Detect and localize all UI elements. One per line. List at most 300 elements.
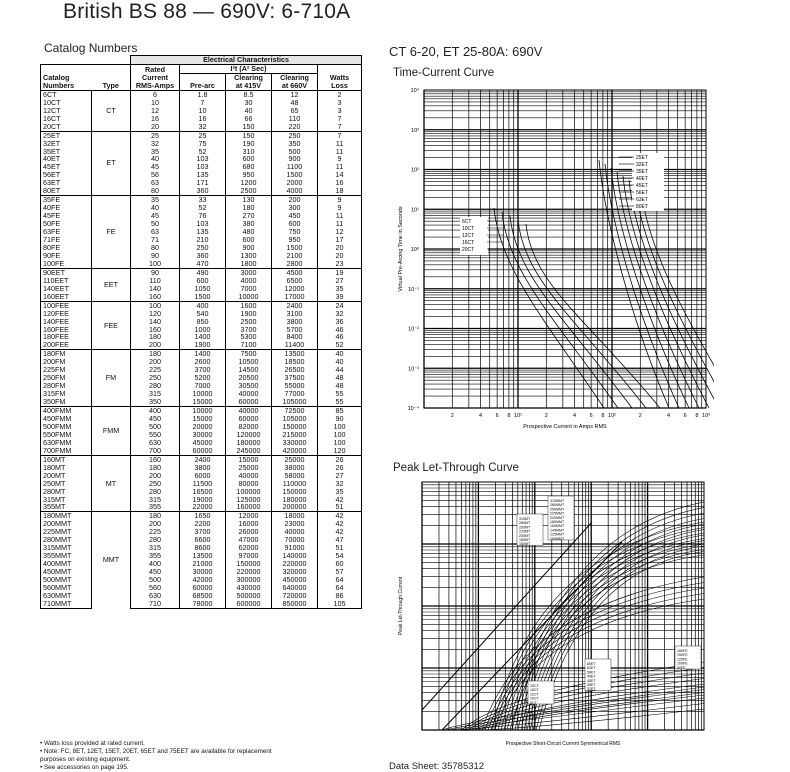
rated-current-cell: 12 bbox=[131, 107, 180, 115]
rated-current-cell: 315 bbox=[131, 544, 180, 552]
rated-current-cell: 200 bbox=[131, 472, 180, 480]
table-row bbox=[41, 123, 362, 131]
catalog-number-cell: 90FE bbox=[41, 252, 92, 260]
prearc-cell: 8600 bbox=[180, 544, 226, 552]
table-row bbox=[41, 423, 362, 431]
x-tick-label: 6 bbox=[683, 413, 687, 419]
prearc-cell: 10 bbox=[180, 107, 226, 115]
catalog-number-cell: 180FEE bbox=[41, 333, 92, 341]
clearing-660-cell: 200 bbox=[272, 196, 318, 204]
table-row bbox=[41, 472, 362, 480]
prearc-cell: 3800 bbox=[180, 464, 226, 472]
type-cell: FEE bbox=[92, 301, 131, 350]
catalog-header-1: Catalog bbox=[41, 73, 92, 81]
prearc-cell: 1400 bbox=[180, 333, 226, 341]
prearc-cell: 103 bbox=[180, 155, 226, 163]
watts-loss-cell: 39 bbox=[318, 293, 362, 301]
curve-label: 200MMT bbox=[550, 515, 565, 520]
prearc-cell: 2400 bbox=[180, 455, 226, 463]
curve-label: 32ET bbox=[636, 162, 648, 168]
clearing-415-cell: 40000 bbox=[226, 472, 272, 480]
type-cell: CT bbox=[92, 90, 131, 131]
datasheet-number: Data Sheet: 35785312 bbox=[389, 761, 485, 772]
watts-loss-cell: 11 bbox=[318, 212, 362, 220]
rated-current-cell: 280 bbox=[131, 488, 180, 496]
watts-loss-cell: 3 bbox=[318, 107, 362, 115]
type-cell: MT bbox=[92, 455, 131, 512]
table-row bbox=[41, 407, 362, 415]
time-current-chart bbox=[392, 84, 714, 434]
prearc-cell: 6600 bbox=[180, 536, 226, 544]
rated-current-cell: 180 bbox=[131, 464, 180, 472]
x-tick-label: 2 bbox=[544, 413, 548, 419]
clearing-415-cell: 1900 bbox=[226, 310, 272, 318]
prearc-cell: 103 bbox=[180, 220, 226, 228]
watts-loss-cell: 40 bbox=[318, 350, 362, 358]
curve-label: 35ET bbox=[636, 169, 648, 175]
clearing-660-cell: 4000 bbox=[272, 187, 318, 195]
clearing-415-cell: 66 bbox=[226, 115, 272, 123]
watts-loss-cell: 23 bbox=[318, 260, 362, 268]
rated-current-cell: 225 bbox=[131, 528, 180, 536]
catalog-number-cell: 550FMM bbox=[41, 431, 92, 439]
clearing-660-cell: 18500 bbox=[272, 358, 318, 366]
catalog-number-cell: 71FE bbox=[41, 236, 92, 244]
catalog-number-cell: 450FMM bbox=[41, 415, 92, 423]
watts-loss-cell: 27 bbox=[318, 472, 362, 480]
clearing-415-header-2: at 415V bbox=[226, 82, 272, 90]
clearing-660-cell: 330000 bbox=[272, 439, 318, 447]
x-tick-label: 10³ bbox=[702, 413, 710, 419]
clearing-660-cell: 2100 bbox=[272, 252, 318, 260]
catalog-number-cell: 32ET bbox=[41, 140, 92, 148]
clearing-660-cell: 3100 bbox=[272, 310, 318, 318]
table-row bbox=[41, 285, 362, 293]
catalog-number-cell: 500FMM bbox=[41, 423, 92, 431]
clearing-660-cell: 150000 bbox=[272, 423, 318, 431]
y-tick-label: 10⁻² bbox=[408, 326, 419, 333]
right-heading: CT 6-20, ET 25-80A: 690V bbox=[389, 44, 543, 59]
rated-current-cell: 110 bbox=[131, 277, 180, 285]
watts-loss-cell: 48 bbox=[318, 374, 362, 382]
clearing-415-cell: 8.5 bbox=[226, 90, 272, 98]
rated-current-cell: 400 bbox=[131, 560, 180, 568]
prearc-cell: 25 bbox=[180, 131, 226, 139]
watts-loss-cell: 7 bbox=[318, 131, 362, 139]
prearc-cell: 1.8 bbox=[180, 90, 226, 98]
rated-current-cell: 400 bbox=[131, 407, 180, 415]
clearing-660-cell: 6500 bbox=[272, 277, 318, 285]
catalog-number-cell: 80FE bbox=[41, 244, 92, 252]
catalog-table-body bbox=[41, 90, 362, 608]
prearc-cell: 78000 bbox=[180, 600, 226, 608]
watts-loss-cell: 18 bbox=[318, 187, 362, 195]
rated-current-cell: 180 bbox=[131, 350, 180, 358]
clearing-415-cell: 5300 bbox=[226, 333, 272, 341]
catalog-number-cell: 450MMT bbox=[41, 568, 92, 576]
table-row bbox=[41, 439, 362, 447]
curve-label: 12CT bbox=[530, 692, 539, 697]
clearing-415-header-1: Clearing bbox=[226, 73, 272, 81]
clearing-660-cell: 4500 bbox=[272, 268, 318, 276]
clearing-660-cell: 1500 bbox=[272, 244, 318, 252]
catalog-number-cell: 280FM bbox=[41, 382, 92, 390]
curve-label: 16CT bbox=[530, 688, 539, 693]
table-row bbox=[41, 528, 362, 536]
rated-current-cell: 450 bbox=[131, 568, 180, 576]
curve-label: 56ET bbox=[636, 190, 648, 196]
watts-loss-cell: 7 bbox=[318, 115, 362, 123]
rated-current-cell: 45 bbox=[131, 212, 180, 220]
watts-loss-cell: 47 bbox=[318, 536, 362, 544]
watts-loss-cell: 26 bbox=[318, 455, 362, 463]
catalog-number-cell: 140FEE bbox=[41, 318, 92, 326]
x-tick-label: 2 bbox=[638, 413, 642, 419]
curve-label: 10CT bbox=[462, 226, 475, 232]
watts-loss-cell: 20 bbox=[318, 252, 362, 260]
clearing-415-cell: 180000 bbox=[226, 439, 272, 447]
watts-loss-cell: 9 bbox=[318, 204, 362, 212]
table-row bbox=[41, 99, 362, 107]
watts-loss-cell: 120 bbox=[318, 447, 362, 455]
watts-loss-cell: 35 bbox=[318, 285, 362, 293]
catalog-number-cell: 140EET bbox=[41, 285, 92, 293]
table-row bbox=[41, 187, 362, 195]
curve-label: 32ET bbox=[587, 687, 596, 692]
clearing-660-cell: 320000 bbox=[272, 568, 318, 576]
watts-loss-cell: 40 bbox=[318, 358, 362, 366]
rated-current-cell: 180 bbox=[131, 512, 180, 520]
table-row bbox=[41, 374, 362, 382]
watts-loss-cell: 105 bbox=[318, 600, 362, 608]
curve-label: 80ET bbox=[587, 662, 596, 666]
clearing-415-cell: 12000 bbox=[226, 512, 272, 520]
watts-loss-cell: 32 bbox=[318, 480, 362, 488]
clearing-415-cell: 160000 bbox=[226, 503, 272, 511]
table-row bbox=[41, 277, 362, 285]
clearing-660-cell: 250 bbox=[272, 131, 318, 139]
table-row bbox=[41, 228, 362, 236]
rated-current-cell: 90 bbox=[131, 252, 180, 260]
clearing-415-cell: 270 bbox=[226, 212, 272, 220]
table-row bbox=[41, 480, 362, 488]
clearing-415-cell: 80000 bbox=[226, 480, 272, 488]
curve-label: 16CT bbox=[462, 240, 475, 246]
table-row bbox=[41, 293, 362, 301]
x-tick-label: 10¹ bbox=[514, 413, 522, 419]
y-axis-label: Virtual Pre-Arcing Time in Seconds bbox=[398, 206, 404, 292]
catalog-number-cell: 400MMT bbox=[41, 560, 92, 568]
clearing-415-cell: 150 bbox=[226, 123, 272, 131]
watts-loss-cell: 27 bbox=[318, 277, 362, 285]
table-row bbox=[41, 447, 362, 455]
prearc-cell: 30000 bbox=[180, 431, 226, 439]
catalog-table bbox=[40, 55, 362, 609]
prearc-cell: 600 bbox=[180, 277, 226, 285]
rated-header-1: Rated bbox=[131, 65, 180, 74]
catalog-number-cell: 160FEE bbox=[41, 326, 92, 334]
curve-label: 20CT bbox=[530, 684, 539, 688]
clearing-660-cell: 350 bbox=[272, 140, 318, 148]
clearing-660-cell: 180000 bbox=[272, 496, 318, 504]
clearing-415-cell: 26000 bbox=[226, 528, 272, 536]
clearing-415-cell: 120000 bbox=[226, 431, 272, 439]
table-row bbox=[41, 568, 362, 576]
prearc-cell: 103 bbox=[180, 163, 226, 171]
clearing-660-cell: 18000 bbox=[272, 512, 318, 520]
catalog-number-cell: 200FEE bbox=[41, 341, 92, 349]
curve-label: 100MMT bbox=[550, 536, 565, 541]
catalog-number-cell: 100FE bbox=[41, 260, 92, 268]
table-row bbox=[41, 382, 362, 390]
rated-current-cell: 63 bbox=[131, 179, 180, 187]
prearc-cell: 16 bbox=[180, 115, 226, 123]
table-row bbox=[41, 326, 362, 334]
clearing-660-cell: 215000 bbox=[272, 431, 318, 439]
rated-current-cell: 200 bbox=[131, 520, 180, 528]
watts-loss-cell: 11 bbox=[318, 220, 362, 228]
clearing-415-cell: 40000 bbox=[226, 390, 272, 398]
clearing-415-cell: 1300 bbox=[226, 252, 272, 260]
rated-current-cell: 250 bbox=[131, 374, 180, 382]
curve-label: 180MT bbox=[519, 538, 531, 542]
curve-label: 280MMT bbox=[550, 503, 565, 508]
clearing-660-cell: 77000 bbox=[272, 390, 318, 398]
curve-label: 280MT bbox=[519, 521, 531, 526]
note-3: purposes on existing equipment. bbox=[40, 756, 131, 763]
watts-loss-cell: 36 bbox=[318, 318, 362, 326]
table-row bbox=[41, 600, 362, 608]
table-row bbox=[41, 520, 362, 528]
clearing-415-cell: 3700 bbox=[226, 326, 272, 334]
table-row bbox=[41, 455, 362, 463]
clearing-660-cell: 38000 bbox=[272, 464, 318, 472]
watts-loss-cell: 7 bbox=[318, 123, 362, 131]
i2t-header: I²t (A² Sec) bbox=[180, 65, 318, 74]
prearc-cell: 68500 bbox=[180, 592, 226, 600]
table-row bbox=[41, 366, 362, 374]
prearc-cell: 52 bbox=[180, 148, 226, 156]
y-tick-label: 10¹ bbox=[411, 207, 419, 214]
catalog-number-cell: 280MMT bbox=[41, 536, 92, 544]
clearing-415-cell: 100000 bbox=[226, 488, 272, 496]
clearing-415-cell: 1200 bbox=[226, 179, 272, 187]
prearc-cell: 60000 bbox=[180, 447, 226, 455]
prearc-cell: 7000 bbox=[180, 382, 226, 390]
catalog-number-cell: 63ET bbox=[41, 179, 92, 187]
clearing-660-cell: 2000 bbox=[272, 179, 318, 187]
table-row bbox=[41, 398, 362, 406]
clearing-415-cell: 60000 bbox=[226, 398, 272, 406]
clearing-660-cell: 1100 bbox=[272, 163, 318, 171]
catalog-number-cell: 225FM bbox=[41, 366, 92, 374]
table-row bbox=[41, 431, 362, 439]
watts-loss-cell: 55 bbox=[318, 398, 362, 406]
rated-current-cell: 355 bbox=[131, 503, 180, 511]
catalog-number-cell: 355MMT bbox=[41, 552, 92, 560]
prearc-cell: 400 bbox=[180, 301, 226, 309]
rated-current-cell: 140 bbox=[131, 285, 180, 293]
curve-label: 80FE bbox=[677, 665, 686, 670]
clearing-415-cell: 150 bbox=[226, 131, 272, 139]
rated-current-cell: 500 bbox=[131, 423, 180, 431]
prearc-cell: 75 bbox=[180, 140, 226, 148]
catalog-number-cell: 560MMT bbox=[41, 584, 92, 592]
clearing-415-cell: 7000 bbox=[226, 285, 272, 293]
table-row bbox=[41, 148, 362, 156]
prearc-cell: 3700 bbox=[180, 366, 226, 374]
prearc-cell: 1900 bbox=[180, 341, 226, 349]
watts-loss-cell: 100 bbox=[318, 439, 362, 447]
clearing-660-cell: 600 bbox=[272, 220, 318, 228]
clearing-415-cell: 7500 bbox=[226, 350, 272, 358]
watts-loss-cell: 19 bbox=[318, 268, 362, 276]
curve-label: 20CT bbox=[462, 247, 475, 253]
clearing-660-cell: 55000 bbox=[272, 382, 318, 390]
clearing-660-cell: 3800 bbox=[272, 318, 318, 326]
electrical-header: Electrical Characteristics bbox=[131, 56, 362, 65]
prearc-cell: 360 bbox=[180, 187, 226, 195]
table-row bbox=[41, 179, 362, 187]
clearing-660-cell: 72500 bbox=[272, 407, 318, 415]
table-row bbox=[41, 236, 362, 244]
clearing-660-cell: 37500 bbox=[272, 374, 318, 382]
table-row bbox=[41, 244, 362, 252]
prearc-cell: 2200 bbox=[180, 520, 226, 528]
x-axis-label: Prospective Current in Amps RMS bbox=[523, 424, 607, 430]
prearc-cell: 15000 bbox=[180, 415, 226, 423]
clearing-660-cell: 17000 bbox=[272, 293, 318, 301]
catalog-header-2: Numbers bbox=[41, 82, 92, 90]
clearing-415-cell: 10500 bbox=[226, 358, 272, 366]
catalog-number-cell: 16CT bbox=[41, 115, 92, 123]
prearc-cell: 45000 bbox=[180, 439, 226, 447]
x-tick-label: 4 bbox=[573, 413, 577, 419]
prearc-cell: 850 bbox=[180, 318, 226, 326]
clearing-660-cell: 420000 bbox=[272, 447, 318, 455]
prearc-cell: 135 bbox=[180, 228, 226, 236]
clearing-660-cell: 48 bbox=[272, 99, 318, 107]
catalog-number-cell: 120FEE bbox=[41, 310, 92, 318]
clearing-660-cell: 150000 bbox=[272, 488, 318, 496]
clearing-660-cell: 105000 bbox=[272, 398, 318, 406]
table-row bbox=[41, 576, 362, 584]
catalog-number-cell: 56ET bbox=[41, 171, 92, 179]
prearc-cell: 6000 bbox=[180, 472, 226, 480]
clearing-415-cell: 30500 bbox=[226, 382, 272, 390]
catalog-number-cell: 200FM bbox=[41, 358, 92, 366]
rated-current-cell: 25 bbox=[131, 131, 180, 139]
clearing-415-cell: 3000 bbox=[226, 268, 272, 276]
rated-current-cell: 56 bbox=[131, 171, 180, 179]
watts-loss-cell: 11 bbox=[318, 140, 362, 148]
curve-label: 250MT bbox=[519, 525, 531, 530]
table-row bbox=[41, 107, 362, 115]
watts-loss-cell: 16 bbox=[318, 179, 362, 187]
curve-label: 100FE bbox=[677, 661, 688, 666]
type-cell: FE bbox=[92, 196, 131, 269]
prearc-cell: 10000 bbox=[180, 407, 226, 415]
prearc-cell: 360 bbox=[180, 252, 226, 260]
table-row bbox=[41, 544, 362, 552]
catalog-number-cell: 200MMT bbox=[41, 520, 92, 528]
table-row bbox=[41, 90, 362, 98]
clearing-660-cell: 105000 bbox=[272, 415, 318, 423]
clearing-415-cell: 30 bbox=[226, 99, 272, 107]
clearing-415-cell: 310 bbox=[226, 148, 272, 156]
x-tick-label: 8 bbox=[601, 413, 605, 419]
catalog-number-cell: 710MMT bbox=[41, 600, 92, 608]
curve-label: 80ET bbox=[636, 204, 648, 210]
clearing-660-cell: 950 bbox=[272, 236, 318, 244]
clearing-660-cell: 1500 bbox=[272, 171, 318, 179]
watts-loss-cell: 9 bbox=[318, 155, 362, 163]
watts-loss-cell: 20 bbox=[318, 244, 362, 252]
clearing-660-cell: 91000 bbox=[272, 544, 318, 552]
time-current-heading: Time-Current Curve bbox=[393, 67, 495, 79]
rated-current-cell: 250 bbox=[131, 480, 180, 488]
rated-current-cell: 35 bbox=[131, 148, 180, 156]
table-row bbox=[41, 318, 362, 326]
x-tick-label: 10² bbox=[608, 413, 616, 419]
clearing-415-cell: 130 bbox=[226, 196, 272, 204]
watts-loss-cell: 86 bbox=[318, 592, 362, 600]
watts-loss-cell: 42 bbox=[318, 528, 362, 536]
clearing-415-cell: 14500 bbox=[226, 366, 272, 374]
prearc-cell: 210 bbox=[180, 236, 226, 244]
catalog-number-cell: 160EET bbox=[41, 293, 92, 301]
catalog-number-cell: 700FMM bbox=[41, 447, 92, 455]
clearing-415-cell: 950 bbox=[226, 171, 272, 179]
prearc-cell: 76 bbox=[180, 212, 226, 220]
prearc-cell: 171 bbox=[180, 179, 226, 187]
watts-loss-cell: 35 bbox=[318, 488, 362, 496]
notes bbox=[40, 740, 370, 772]
watts-header-2: Loss bbox=[318, 82, 362, 90]
curve-label: 160MMT bbox=[550, 524, 565, 529]
prearc-cell: 33 bbox=[180, 196, 226, 204]
watts-loss-cell: 64 bbox=[318, 584, 362, 592]
curve-label: 12CT bbox=[462, 233, 475, 239]
prearc-cell: 42000 bbox=[180, 576, 226, 584]
prearc-cell: 1400 bbox=[180, 350, 226, 358]
clearing-415-cell: 1600 bbox=[226, 301, 272, 309]
prearc-cell: 1050 bbox=[180, 285, 226, 293]
clearing-415-cell: 10000 bbox=[226, 293, 272, 301]
rated-current-cell: 350 bbox=[131, 398, 180, 406]
rated-current-cell: 200 bbox=[131, 341, 180, 349]
prearc-cell: 16500 bbox=[180, 488, 226, 496]
clearing-660-cell: 23000 bbox=[272, 520, 318, 528]
watts-loss-cell: 11 bbox=[318, 148, 362, 156]
clearing-660-cell: 11400 bbox=[272, 341, 318, 349]
catalog-number-cell: 350FM bbox=[41, 398, 92, 406]
peak-let-through-chart bbox=[392, 476, 714, 752]
prearc-cell: 19000 bbox=[180, 496, 226, 504]
y-tick-label: 10⁻¹ bbox=[408, 286, 419, 293]
catalog-number-cell: 6CT bbox=[41, 90, 92, 98]
catalog-number-cell: 45FE bbox=[41, 212, 92, 220]
curve-label: 40ET bbox=[636, 176, 648, 182]
catalog-number-cell: 180FM bbox=[41, 350, 92, 358]
clearing-415-cell: 7100 bbox=[226, 341, 272, 349]
clearing-660-cell: 70000 bbox=[272, 536, 318, 544]
curve-label: 125FE bbox=[677, 657, 688, 662]
clearing-415-cell: 15000 bbox=[226, 455, 272, 463]
rated-current-cell: 100 bbox=[131, 260, 180, 268]
table-row bbox=[41, 140, 362, 148]
clearing-415-cell: 190 bbox=[226, 140, 272, 148]
